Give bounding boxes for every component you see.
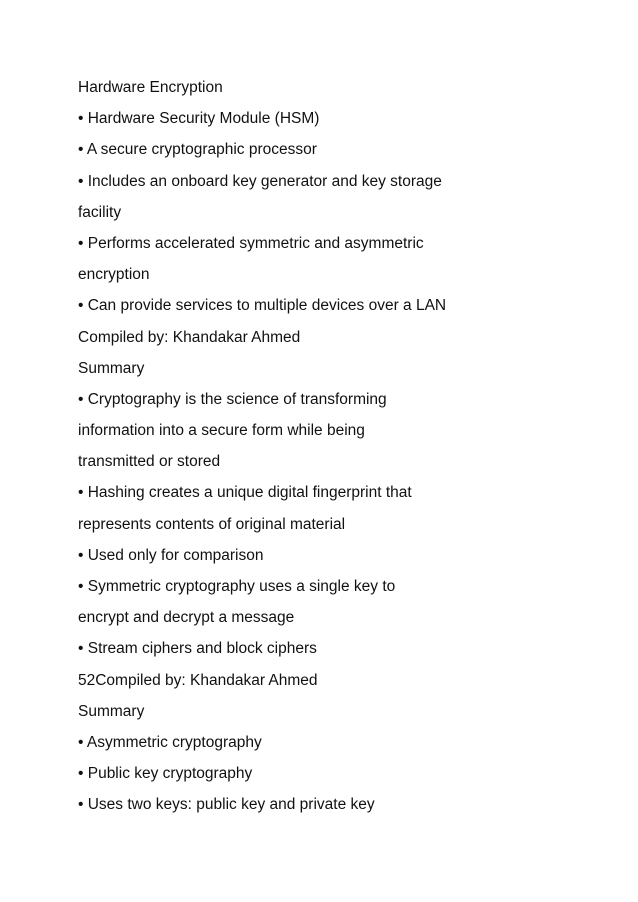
author-credit: 52Compiled by: Khandakar Ahmed — [78, 671, 318, 689]
bullet-continuation: represents contents of original material — [78, 515, 346, 533]
bullet-item: • Symmetric cryptography uses a single key to — [78, 578, 396, 595]
document-body — [78, 77, 578, 826]
bullet-continuation: facility — [78, 203, 122, 221]
bullet-item: • A secure cryptographic processor — [78, 141, 317, 159]
bullet-item: • Uses two keys: public key and private key — [78, 796, 375, 814]
bullet-continuation: transmitted or stored — [78, 453, 221, 471]
bullet-item: • Public key cryptography — [78, 765, 253, 783]
bullet-item: • Includes an onboard key generator and key storage — [78, 172, 442, 190]
bullet-item: • Can provide services to multiple devices over a LAN — [78, 297, 447, 315]
bullet-continuation: encrypt and decrypt a message — [78, 609, 295, 627]
bullet-item: • Stream ciphers and block ciphers — [78, 640, 317, 658]
bullet-continuation: encryption — [78, 266, 150, 284]
bullet-item: • Hashing creates a unique digital fingerprint that — [78, 484, 412, 502]
bullet-item: • Used only for comparison — [78, 546, 264, 564]
author-credit: Compiled by: Khandakar Ahmed — [78, 328, 301, 346]
bullet-item: • Performs accelerated symmetric and asymmetric — [78, 234, 424, 252]
section-heading: Summary — [78, 359, 145, 377]
bullet-item: • Hardware Security Module (HSM) — [78, 110, 320, 128]
bullet-item: • Asymmetric cryptography — [78, 733, 262, 751]
bullet-continuation: information into a secure form while being — [78, 422, 365, 440]
section-heading: Summary — [78, 702, 145, 720]
section-heading: Hardware Encryption — [78, 79, 223, 96]
bullet-item: • Cryptography is the science of transforming — [78, 390, 387, 408]
